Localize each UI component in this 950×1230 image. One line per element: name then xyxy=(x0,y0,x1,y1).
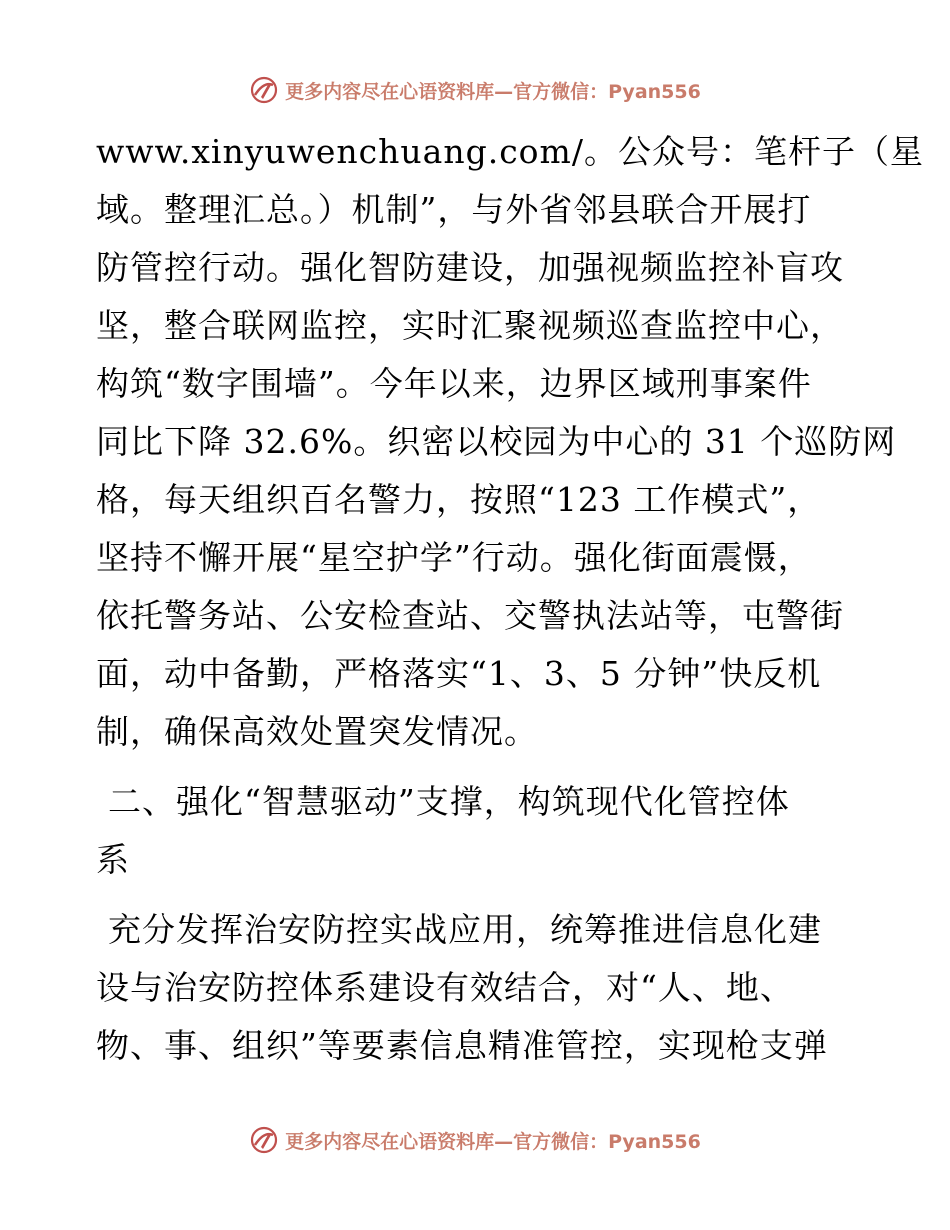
text-line: 面，动中备勤，严格落实“1、3、5 分钟”快反机 xyxy=(96,654,822,693)
banner-text: 更多内容尽在心语资料库—官方微信：Pyan556 xyxy=(285,1130,701,1153)
pen-swirl-logo-icon xyxy=(249,1125,279,1155)
text-line: 坚持不懈开展“星空护学”行动。强化街面震慑， xyxy=(96,538,812,577)
text-line: 设与治安防控体系建设有效结合，对“人、地、 xyxy=(96,968,794,1007)
banner-text: 更多内容尽在心语资料库—官方微信：Pyan556 xyxy=(285,80,701,103)
text-line: 域。整理汇总。）机制”，与外省邻县联合开展打 xyxy=(96,190,812,229)
header-banner xyxy=(0,70,950,110)
text-line: 防管控行动。强化智防建设，加强视频监控补盲攻 xyxy=(96,248,844,287)
text-line: 充分发挥治安防控实战应用，统筹推进信息化建 xyxy=(108,910,822,949)
heading-line: 系 xyxy=(96,840,130,879)
heading-line: 二、强化“智慧驱动”支撑，构筑现代化管控体 xyxy=(108,782,790,821)
pen-swirl-logo-icon xyxy=(249,75,279,105)
text-line: 构筑“数字围墙”。今年以来，边界区域刑事案件 xyxy=(96,364,812,403)
text-line: 坚，整合联网监控，实时汇聚视频巡查监控中心， xyxy=(96,306,844,345)
text-line: 依托警务站、公安检查站、交警执法站等，屯警街 xyxy=(96,596,844,635)
document-body xyxy=(96,123,924,1075)
text-line: 物、事、组织”等要素信息精准管控，实现枪支弹 xyxy=(96,1026,828,1065)
paragraph-2 xyxy=(96,901,866,1075)
footer-banner xyxy=(0,1120,950,1160)
section-heading xyxy=(96,773,866,889)
text-line: 格，每天组织百名警力，按照“123 工作模式”， xyxy=(96,480,822,519)
text-line: 同比下降 32.6%。织密以校园为中心的 31 个巡防网 xyxy=(96,422,897,461)
text-line: www.xinyuwenchuang.com/。公众号：笔杆子（星 xyxy=(96,132,924,171)
paragraph-1 xyxy=(96,123,924,761)
text-line: 制，确保高效处置突发情况。 xyxy=(96,712,538,751)
